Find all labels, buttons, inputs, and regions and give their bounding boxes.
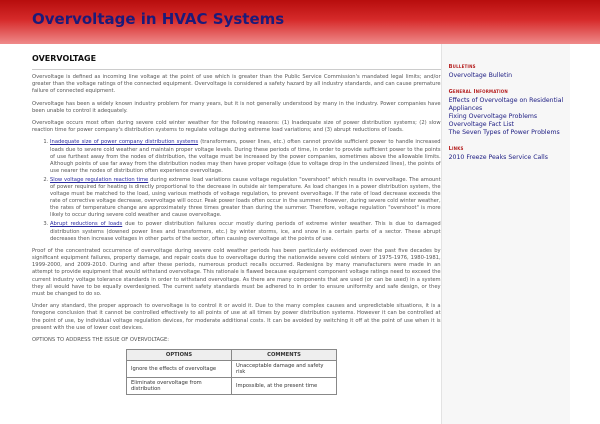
sidebar	[442, 44, 570, 424]
inadequate-size-link[interactable]: Inadequate size of power company distribution systems	[50, 139, 199, 146]
table-cell: Unacceptable damage and safety risk	[232, 360, 337, 377]
slow-regulation-link[interactable]: Slow voltage regulation reaction time	[50, 176, 149, 183]
table-cell: Impossible, at the present time	[232, 377, 337, 394]
comments-column-header: COMMENTS	[232, 349, 337, 360]
page-title: OVERVOLTAGE	[32, 54, 97, 63]
options-table	[126, 349, 337, 395]
paragraph-history: Overvoltage has been a widely known industry problem for many years, but it is not generally understood by many in the industry. Power companies have been unable to control it adequately.	[32, 100, 441, 114]
sidebar-link-fact-list[interactable]: Overvoltage Fact List	[448, 121, 514, 128]
list-item	[50, 221, 441, 242]
table-row	[127, 377, 337, 394]
options-label: OPTIONS TO ADDRESS THE ISSUE OF OVERVOLTAGE:	[32, 336, 170, 343]
table-row	[127, 360, 337, 377]
paragraph-reasons: Overvoltage occurs most often during severe cold winter weather for the following reasons: (1) Inadequate size of power distribution systems; (2) slow reaction time for power company's distribution systems to regulate voltage during extreme load variations; and (3) abrupt reductions of loads.	[32, 120, 441, 134]
abrupt-reductions-link[interactable]: Abrupt reductions of loads	[50, 221, 123, 228]
sidebar-link-fixing[interactable]: Fixing Overvoltage Problems	[448, 113, 538, 120]
list-item-text: (transformers, power lines, etc.) often cannot provide sufficient power to handle increased loads due to severe cold weather and maintain proper voltage levels. During these periods of time, in order to provide sufficient power to the points of use furthest away from the nodes of distribution, the voltage must be increased by the power companies, sometimes above the allowable limits. Although points of use far away from the distribution nodes may then have proper voltage (due to voltage drop in the undersized lines), the points of use nearer the nodes of distribution often experience overvoltage.	[50, 139, 441, 174]
sidebar-group-general-information	[449, 89, 570, 137]
title-divider	[32, 69, 441, 70]
sidebar-heading-links: Links	[448, 146, 464, 152]
sidebar-link-freeze-peaks[interactable]: 2010 Freeze Peaks Service Calls	[448, 154, 548, 161]
paragraph-approach: Under any standard, the proper approach to overvoltage is to control it or avoid it. Due to the many complex causes and unpredictable situations, it is a foregone conclusion that it cannot be controlled effectively to all points of use at all times by power distribution systems. However it can be controlled at the point of use, by individual voltage regulation devices, for moderate additional costs. It can be avoided by switching it off at the point of use when it is present with the use of lower cost devices.	[32, 303, 441, 331]
main-content	[30, 44, 442, 424]
sidebar-link-effects[interactable]: Effects of Overvoltage on Residential Appliances	[448, 97, 564, 112]
sidebar-heading-bulletins: Bulletins	[448, 64, 476, 70]
paragraph-definition: Overvoltage is defined as incoming line voltage at the point of use which is greater than the Public Service Commission's mandated legal limits; and/or greater than the voltage ratings of the connected equipment. Overvoltage is considered a safety hazard by all industry standards, and can cause premature failure of connected equipment.	[32, 74, 441, 95]
sidebar-group-bulletins	[449, 64, 570, 80]
site-title[interactable]: Overvoltage in HVAC Systems	[32, 10, 285, 28]
site-header	[0, 0, 600, 44]
sidebar-group-links	[449, 146, 570, 162]
sidebar-link-overvoltage-bulletin[interactable]: Overvoltage Bulletin	[448, 72, 513, 79]
page-body	[30, 44, 570, 424]
list-item-text: during extreme load variations cause voltage regulation "overshoot" which results in overvoltage. The amount of power required for heating is directly proportional to the decrease in outside air temperature. As load changes in a power distribution system, the voltage must be matched to the load, using various methods of voltage regulation, to prevent overvoltage. If the rate of load decrease exceeds the rate of corrective voltage decrease, overvoltage will occur. Peak power loads often occur in the summer. However, during severe cold winter weather, the rates of temperature change are approximately three times greater than during the summer. Therefore, voltage regulation "overshoot" is more likely to occur during severe cold weather and cause overvoltage.	[50, 176, 441, 219]
table-header-row	[127, 349, 337, 360]
list-item	[50, 177, 441, 220]
list-item	[50, 139, 441, 174]
sidebar-link-seven-types[interactable]: The Seven Types of Power Problems	[448, 129, 560, 136]
paragraph-proof: Proof of the concentrated occurrence of overvoltage during severe cold weather periods has been particularly evidenced over the past five decades by significant equipment failures, property damage, and repair costs due to overvoltage during the nationwide severe cold winters of 1975-1976, 1980-1981, 1999-2000, and 2009-2010. During and after these periods, numerous product recalls occurred. Redesigns by many manufacturers were made in an attempt to provide equipment that would withstand overvoltage. This rationale is flawed because equipment component voltage ratings need to exceed the current industry voltage tolerance standards in order to withstand overvoltage. As there are many components that are used (or can be used) in a system they all would have to be equally overdesigned. The current safety standards must be adhered to in order to ensure uniformity and safe design, or they must be changed to do so.	[32, 247, 441, 297]
table-cell: Ignore the effects of overvoltage	[127, 360, 232, 377]
list-item-text: due to power distribution failures occur mostly during periods of extreme winter weather. This is due to damaged distribution systems (downed power lines and transformers, etc.) by winter storms, ice, and snow in a certain parts of a sector. These abrupt decreases then increase voltages in other parts of the sector, often causing overvoltage at the points of use.	[50, 221, 441, 242]
options-column-header: OPTIONS	[127, 349, 232, 360]
table-cell: Eliminate overvoltage from distribution	[127, 377, 232, 394]
sidebar-heading-general-information: General Information	[448, 89, 508, 95]
reasons-list	[32, 139, 441, 242]
